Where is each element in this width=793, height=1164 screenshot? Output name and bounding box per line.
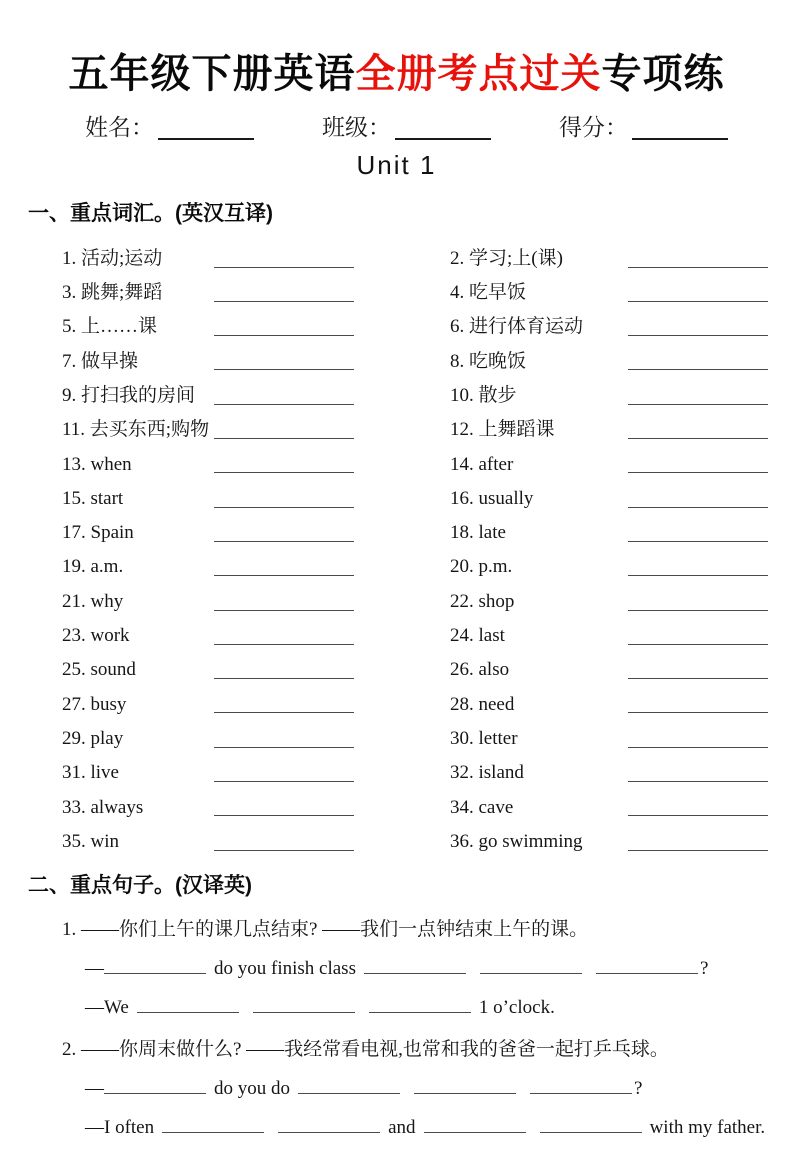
vocab-item-label: 16. usually <box>450 487 534 509</box>
name-blank-line <box>158 118 254 140</box>
vocab-item-label: 32. island <box>450 762 524 784</box>
vocab-item-label: 7. 做早操 <box>62 350 139 372</box>
vocab-item <box>62 338 450 372</box>
vocab-item-label: 21. why <box>62 590 124 612</box>
vocab-blank-line <box>214 384 354 405</box>
q2-a2-prefix: —I often <box>85 1116 155 1138</box>
answer-blank-line <box>278 1115 380 1133</box>
vocab-item <box>62 270 450 304</box>
q2-answer-line-2 <box>85 1115 793 1139</box>
vocab-item <box>62 613 450 647</box>
vocab-blank-line <box>628 418 768 439</box>
vocab-item-label: 1. 活动;运动 <box>62 247 163 269</box>
page-title <box>0 42 793 99</box>
answer-blank-line <box>424 1115 526 1133</box>
vocab-blank-line <box>214 727 354 748</box>
answer-blank-line <box>414 1076 516 1094</box>
vocab-item <box>450 372 768 406</box>
vocab-item-label: 17. Spain <box>62 522 134 544</box>
title-black-segment-2: 专项练 <box>601 52 725 96</box>
vocab-blank-line <box>628 692 768 713</box>
vocab-item-label: 19. a.m. <box>62 556 124 578</box>
vocab-item <box>450 750 768 784</box>
vocab-item-label: 3. 跳舞;舞蹈 <box>62 282 163 304</box>
vocab-blank-line <box>214 795 354 816</box>
vocab-item <box>450 407 768 441</box>
vocab-item <box>62 715 450 749</box>
vocab-item <box>450 475 768 509</box>
vocab-blank-line <box>628 315 768 336</box>
vocab-item <box>62 235 450 269</box>
vocab-item-label: 33. always <box>62 796 144 818</box>
vocab-item <box>62 578 450 612</box>
vocab-item <box>62 475 450 509</box>
section2 <box>0 869 793 1139</box>
vocab-item-label: 11. 去买东西;购物 <box>62 419 210 441</box>
vocab-item-label: 9. 打扫我的房间 <box>62 384 196 406</box>
vocab-item <box>450 784 768 818</box>
q1-a1-dash: — <box>85 957 104 979</box>
vocab-blank-line <box>214 349 354 370</box>
vocab-item-label: 22. shop <box>450 590 515 612</box>
vocab-item-label: 35. win <box>62 830 119 852</box>
vocab-item-label: 28. need <box>450 693 515 715</box>
vocab-item-label: 8. 吃晚饭 <box>450 350 527 372</box>
score-field <box>559 115 728 140</box>
answer-blank-line <box>540 1115 642 1133</box>
q1-a2-suffix: 1 o’clock. <box>478 996 555 1018</box>
vocab-blank-line <box>628 521 768 542</box>
q2-a1-question-mark: ? <box>634 1077 643 1099</box>
q1-answer-line-2 <box>85 995 793 1019</box>
vocab-item <box>62 407 450 441</box>
vocab-item <box>62 544 450 578</box>
q1-a1-question-mark: ? <box>699 957 709 979</box>
q2-a1-text: do you do <box>214 1077 290 1099</box>
vocab-item <box>450 715 768 749</box>
vocab-item <box>450 510 768 544</box>
vocab-item-label: 14. after <box>450 453 514 475</box>
answer-blank-line <box>596 956 698 974</box>
vocab-item-label: 31. live <box>62 762 119 784</box>
class-blank-line <box>395 118 491 140</box>
vocab-item <box>450 270 768 304</box>
vocab-item-label: 13. when <box>62 453 132 475</box>
vocab-blank-line <box>628 727 768 748</box>
vocab-blank-line <box>214 555 354 576</box>
vocab-item-label: 2. 学习;上(课) <box>450 247 563 269</box>
vocab-item <box>450 613 768 647</box>
vocab-item <box>450 544 768 578</box>
score-blank-line <box>632 118 728 140</box>
q1-answer-line-1 <box>85 956 793 980</box>
q2-a1-dash: — <box>85 1077 104 1099</box>
vocab-blank-line <box>214 418 354 439</box>
name-field <box>85 115 254 140</box>
vocab-blank-line <box>628 349 768 370</box>
vocab-list <box>62 235 793 852</box>
vocab-item <box>450 235 768 269</box>
vocab-item-label: 5. 上……课 <box>62 316 158 338</box>
vocab-item <box>450 647 768 681</box>
vocab-item-label: 20. p.m. <box>450 556 513 578</box>
vocab-item <box>62 304 450 338</box>
vocab-blank-line <box>214 247 354 268</box>
vocab-item-label: 12. 上舞蹈课 <box>450 419 555 441</box>
vocab-blank-line <box>214 692 354 713</box>
vocab-item <box>62 750 450 784</box>
class-field <box>322 115 491 140</box>
vocab-item-label: 10. 散步 <box>450 384 517 406</box>
vocab-blank-line <box>214 830 354 851</box>
title-black-segment-1: 五年级下册英语 <box>68 52 356 96</box>
vocab-item <box>62 818 450 852</box>
vocab-item-label: 27. busy <box>62 693 127 715</box>
vocab-item-label: 34. cave <box>450 796 514 818</box>
vocab-item-label: 29. play <box>62 727 124 749</box>
answer-blank-line <box>253 995 355 1013</box>
vocab-item-label: 18. late <box>450 522 506 544</box>
q2-a2-suffix: with my father. <box>649 1116 766 1138</box>
vocab-item <box>62 441 450 475</box>
score-label: 得分： <box>559 115 628 140</box>
vocab-blank-line <box>214 761 354 782</box>
answer-blank-line <box>162 1115 264 1133</box>
vocab-blank-line <box>214 487 354 508</box>
vocab-blank-line <box>628 452 768 473</box>
vocab-item <box>450 818 768 852</box>
vocab-item-label: 15. start <box>62 487 124 509</box>
vocab-item <box>450 681 768 715</box>
vocab-blank-line <box>628 281 768 302</box>
answer-blank-line <box>137 995 239 1013</box>
vocab-item-label: 6. 进行体育运动 <box>450 316 584 338</box>
vocab-blank-line <box>628 658 768 679</box>
vocab-item <box>62 510 450 544</box>
vocab-item-label: 36. go swimming <box>450 830 583 852</box>
answer-blank-line <box>530 1076 632 1094</box>
vocab-blank-line <box>628 590 768 611</box>
vocab-item <box>450 578 768 612</box>
q1-a1-text: do you finish class <box>214 957 356 979</box>
answer-blank-line <box>480 956 582 974</box>
vocab-item-label: 4. 吃早饭 <box>450 282 527 304</box>
vocab-blank-line <box>214 658 354 679</box>
section1-heading: 一、重点词汇。(英汉互译) <box>28 202 273 226</box>
class-label: 班级： <box>322 115 391 140</box>
vocab-blank-line <box>628 761 768 782</box>
vocab-blank-line <box>628 624 768 645</box>
answer-blank-line <box>104 1076 206 1094</box>
q2-chinese-sentence: 2. ——你周末做什么? ——我经常看电视,也常和我的爸爸一起打乒乓球。 <box>62 1038 669 1060</box>
vocab-item <box>62 647 450 681</box>
title-red-segment: 全册考点过关 <box>355 52 602 96</box>
vocab-blank-line <box>628 247 768 268</box>
name-label: 姓名： <box>85 115 154 140</box>
vocab-item-label: 23. work <box>62 625 130 647</box>
vocab-item-label: 30. letter <box>450 727 518 749</box>
vocab-blank-line <box>628 555 768 576</box>
answer-blank-line <box>298 1076 400 1094</box>
answer-blank-line <box>369 995 471 1013</box>
vocab-item <box>450 441 768 475</box>
vocab-blank-line <box>214 624 354 645</box>
student-info-row <box>85 115 793 140</box>
vocab-blank-line <box>628 830 768 851</box>
q1-chinese-sentence: 1. ——你们上午的课几点结束? ——我们一点钟结束上午的课。 <box>62 918 589 940</box>
vocab-blank-line <box>628 795 768 816</box>
vocab-item-label: 24. last <box>450 625 505 647</box>
vocab-blank-line <box>214 590 354 611</box>
vocab-blank-line <box>214 452 354 473</box>
vocab-item <box>62 681 450 715</box>
vocab-blank-line <box>214 521 354 542</box>
vocab-item <box>450 304 768 338</box>
q1-a2-prefix: —We <box>85 996 129 1018</box>
vocab-item-label: 26. also <box>450 659 510 681</box>
vocab-blank-line <box>214 315 354 336</box>
vocab-item <box>62 372 450 406</box>
section2-heading: 二、重点句子。(汉译英) <box>28 873 252 897</box>
answer-blank-line <box>104 956 206 974</box>
vocab-item <box>62 784 450 818</box>
q2-answer-line-1 <box>85 1076 793 1100</box>
vocab-blank-line <box>214 281 354 302</box>
unit-label: Unit 1 <box>356 150 437 181</box>
vocab-item-label: 25. sound <box>62 659 136 681</box>
q2-a2-mid: and <box>388 1116 416 1138</box>
vocab-blank-line <box>628 487 768 508</box>
answer-blank-line <box>364 956 466 974</box>
vocab-blank-line <box>628 384 768 405</box>
vocab-item <box>450 338 768 372</box>
